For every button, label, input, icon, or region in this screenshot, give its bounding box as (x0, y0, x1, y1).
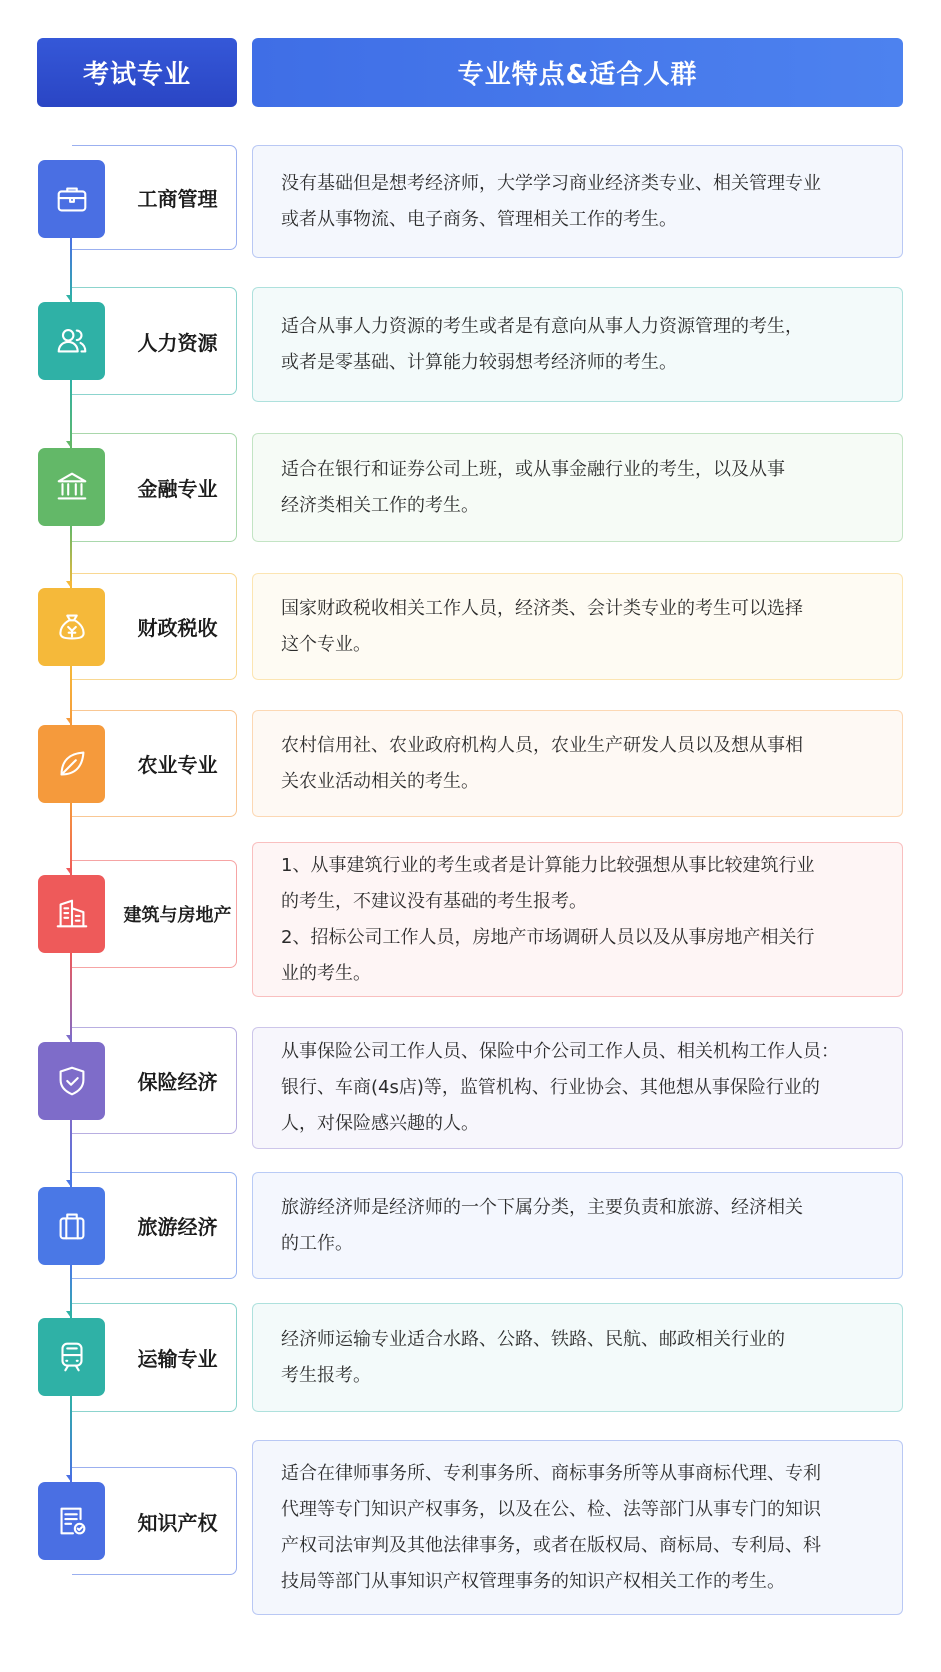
major-description (252, 710, 903, 817)
description-line: 国家财政税收相关工作人员，经济类、会计类专业的考生可以选择 (281, 597, 803, 619)
description-line: 这个专业。 (281, 633, 371, 655)
description-line: 适合在银行和证券公司上班，或从事金融行业的考生，以及从事 (281, 458, 785, 480)
description-line: 1、从事建筑行业的考生或者是计算能力比较强想从事比较建筑行业 (281, 854, 815, 876)
description-line: 代理等专门知识产权事务，以及在公、检、法等部门从事专门的知识 (281, 1498, 821, 1520)
description-line: 或者从事物流、电子商务、管理相关工作的考生。 (281, 208, 677, 230)
major-name: 人力资源 (137, 330, 218, 355)
description-line: 产权司法审判及其他法律事务，或者在版权局、商标局、专利局、科 (281, 1534, 821, 1556)
description-line: 从事保险公司工作人员、保险中介公司工作人员、相关机构工作人员： (281, 1041, 839, 1062)
major-name: 旅游经济 (137, 1215, 218, 1239)
major-description (252, 145, 903, 258)
major-name: 农业专业 (137, 753, 218, 777)
description-line: 旅游经济师是经济师的一个下属分类，主要负责和旅游、经济相关 (281, 1196, 803, 1218)
major-description (252, 1303, 903, 1412)
major-description (252, 433, 903, 542)
major-name: 运输专业 (137, 1347, 218, 1371)
description-line: 经济类相关工作的考生。 (281, 494, 479, 516)
description-line: 银行、车商(4s店)等，监管机构、行业协会、其他想从事保险行业的 (281, 1077, 820, 1098)
major-name: 财政税收 (137, 616, 218, 640)
description-line: 考生报考。 (281, 1364, 371, 1386)
major-description (252, 1172, 903, 1279)
description-line: 2、招标公司工作人员，房地产市场调研人员以及从事房地产相关行 (281, 926, 815, 948)
description-line: 或者是零基础、计算能力较弱想考经济师的考生。 (281, 351, 677, 373)
description-line: 人，对保险感兴趣的人。 (281, 1113, 479, 1134)
building-icon (38, 875, 105, 953)
major-name: 建筑与房地产 (123, 905, 232, 926)
description-line: 适合从事人力资源的考生或者是有意向从事人力资源管理的考生， (281, 315, 803, 337)
description-line: 农村信用社、农业政府机构人员，农业生产研发人员以及想从事相 (281, 734, 803, 756)
train-icon (38, 1318, 105, 1396)
major-name: 工商管理 (137, 187, 218, 211)
major-description (252, 1440, 903, 1615)
description-line: 的工作。 (281, 1232, 353, 1254)
description-line: 经济师运输专业适合水路、公路、铁路、民航、邮政相关行业的 (281, 1328, 785, 1350)
money-bag-icon (38, 588, 105, 666)
description-line: 没有基础但是想考经济师，大学学习商业经济类专业、相关管理专业 (281, 172, 821, 194)
major-name: 保险经济 (137, 1070, 218, 1094)
major-description (252, 287, 903, 402)
leaf-icon (38, 725, 105, 803)
certificate-icon (38, 1482, 105, 1560)
description-line: 业的考生。 (281, 962, 371, 984)
users-icon (38, 302, 105, 380)
description-line: 适合在律师事务所、专利事务所、商标事务所等从事商标代理、专利 (281, 1462, 821, 1484)
shield-icon (38, 1042, 105, 1120)
bank-icon (38, 448, 105, 526)
major-description (252, 842, 903, 997)
briefcase-icon (38, 160, 105, 238)
major-name: 知识产权 (137, 1510, 218, 1535)
major-description (252, 573, 903, 680)
suitcase-icon (38, 1187, 105, 1265)
description-line: 技局等部门从事知识产权管理事务的知识产权相关工作的考生。 (281, 1570, 785, 1592)
column-header-description-label: 专业特点&适合人群 (457, 60, 698, 90)
major-description (252, 1027, 903, 1149)
column-header-major-label: 考试专业 (82, 60, 191, 90)
description-line: 的考生，不建议没有基础的考生报考。 (281, 890, 587, 912)
description-line: 关农业活动相关的考生。 (281, 770, 479, 792)
major-name: 金融专业 (137, 477, 218, 501)
